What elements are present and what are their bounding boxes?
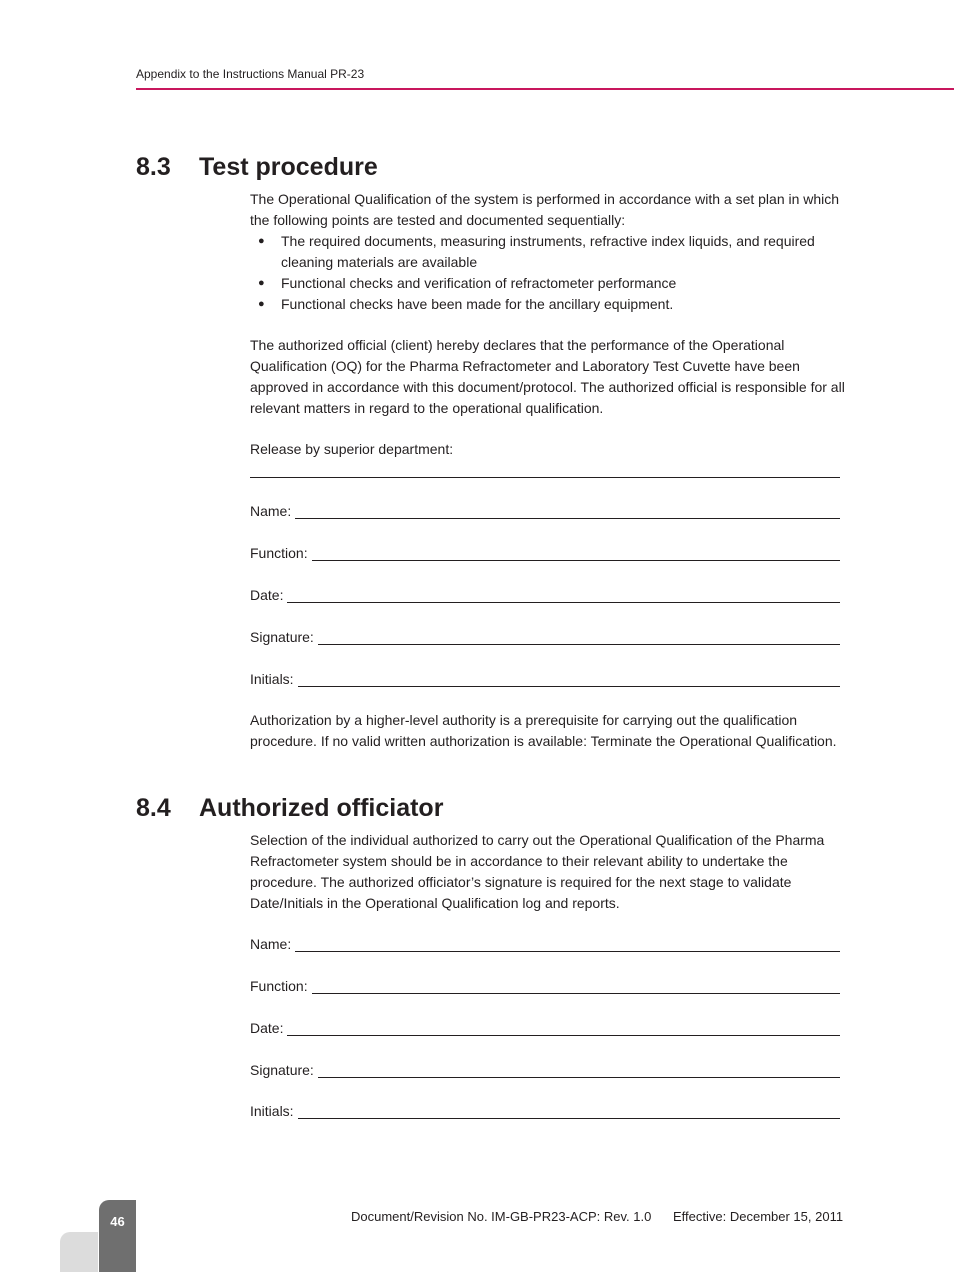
officiator-intro: Selection of the individual authorized to carry out the Operational Qualification of the Pharma Refractometer system should be in accordance to their relevant ability to undertake the procedure. The authorized officiator’s signature is required for the next stage to validate Date/Initials in the Operational Qualification log and reports. xyxy=(250,832,825,911)
list-item: ● The required documents, measuring instruments, refractive index liquids, and required cleaning materials are available xyxy=(250,231,845,273)
signature-field[interactable] xyxy=(250,629,840,645)
release-label: Release by superior department: xyxy=(250,441,454,457)
effective-date: Effective: December 15, 2011 xyxy=(673,1209,844,1224)
officiator-name-field[interactable] xyxy=(250,936,840,952)
initials-blank-line[interactable] xyxy=(298,672,840,687)
date-label: Date: xyxy=(250,1020,284,1036)
initials-field[interactable] xyxy=(250,671,840,687)
release-signature-line[interactable] xyxy=(250,477,840,478)
section-title: Test procedure xyxy=(199,153,378,181)
page-tab-dark xyxy=(99,1200,136,1272)
section-8-3-heading xyxy=(136,153,378,182)
name-label: Name: xyxy=(250,503,292,519)
page-tab-light xyxy=(60,1232,98,1272)
name-label: Name: xyxy=(250,936,292,952)
doc-revision: Document/Revision No. IM-GB-PR23-ACP: Rev. 1.0 xyxy=(351,1209,652,1224)
function-label: Function: xyxy=(250,545,308,561)
page-number: 46 xyxy=(110,1214,125,1229)
date-blank-line[interactable] xyxy=(287,1021,840,1036)
officiator-function-field[interactable] xyxy=(250,978,840,994)
running-header: Appendix to the Instructions Manual PR-23 xyxy=(136,67,365,81)
function-label: Function: xyxy=(250,978,308,994)
date-field[interactable] xyxy=(250,587,840,603)
date-blank-line[interactable] xyxy=(287,588,840,603)
signature-blank-line[interactable] xyxy=(318,630,840,645)
function-field[interactable] xyxy=(250,545,840,561)
function-blank-line[interactable] xyxy=(312,979,840,994)
name-blank-line[interactable] xyxy=(295,504,840,519)
signature-label: Signature: xyxy=(250,629,314,645)
list-item: ● Functional checks and verification of refractometer performance xyxy=(250,273,845,294)
signature-label: Signature: xyxy=(250,1062,314,1078)
section-title: Authorized officiator xyxy=(199,794,444,822)
initials-blank-line[interactable] xyxy=(298,1104,840,1119)
officiator-signature-field[interactable] xyxy=(250,1062,840,1078)
initials-label: Initials: xyxy=(250,1103,294,1119)
initials-label: Initials: xyxy=(250,671,294,687)
function-blank-line[interactable] xyxy=(312,546,840,561)
name-blank-line[interactable] xyxy=(295,937,840,952)
section-number: 8.3 xyxy=(136,153,171,181)
officiator-initials-field[interactable] xyxy=(250,1103,840,1119)
list-item: ● Functional checks have been made for the ancillary equipment. xyxy=(250,294,845,315)
section-number: 8.4 xyxy=(136,794,171,822)
test-procedure-intro: The Operational Qualification of the system is performed in accordance with a set plan in which the following points are tested and documented sequentially: xyxy=(250,191,840,228)
header-divider xyxy=(136,88,954,90)
authorization-note: Authorization by a higher-level authority is a prerequisite for carrying out the qualification procedure. If no valid written authorization is available: Terminate the Operational Qualification. xyxy=(250,712,837,749)
officiator-date-field[interactable] xyxy=(250,1020,840,1036)
section-8-4-heading xyxy=(136,794,443,823)
signature-blank-line[interactable] xyxy=(318,1063,840,1078)
test-points-list xyxy=(250,231,845,315)
name-field[interactable] xyxy=(250,503,840,519)
declaration-text: The authorized official (client) hereby declares that the performance of the Operational Qualification (OQ) for the Pharma Refractometer and Laboratory Test Cuvette have been approved in accordance with this document/protocol. The authorized official is responsible for all relevant matters in regard to the operational qualification. xyxy=(250,337,845,416)
date-label: Date: xyxy=(250,587,284,603)
